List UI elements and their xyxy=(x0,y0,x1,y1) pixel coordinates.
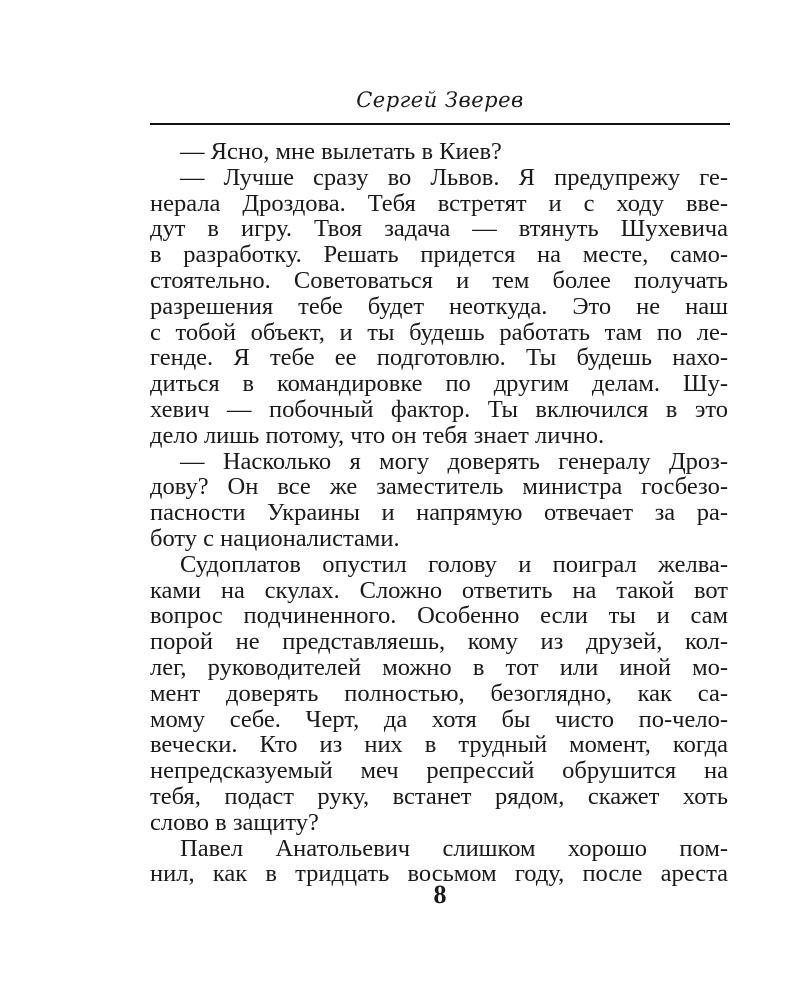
text-line: Судоплатов опустил голову и поиграл желва- xyxy=(180,550,728,578)
text-line: с тобой объект, и ты будешь работать там по ле- xyxy=(150,318,728,346)
text-line: нил, как в тридцать восьмом году, после ареста xyxy=(150,860,728,888)
text-line: — Насколько я могу доверять генералу Дроз- xyxy=(180,447,728,475)
text-line: генде. Я тебе ее подготовлю. Ты будешь нахо- xyxy=(150,344,728,372)
text-line: ками на скулах. Сложно ответить на такой вот xyxy=(150,576,728,604)
text-line: дут в игру. Твоя задача — втянуть Шухевича xyxy=(150,215,728,243)
text-line: диться в командировке по другим делам. Шу- xyxy=(150,370,728,398)
paragraph xyxy=(150,552,728,836)
body-text xyxy=(150,139,728,887)
paragraph xyxy=(150,139,728,165)
text-line: слово в защиту? xyxy=(150,808,319,836)
text-line: мому себе. Черт, да хотя бы чисто по-чело- xyxy=(150,705,728,733)
text-line: непредсказуемый меч репрессий обрушится на xyxy=(150,757,728,785)
text-line: дову? Он все же заместитель министра госбезо- xyxy=(150,473,728,501)
text-line: пасности Украины и напрямую отвечает за ра- xyxy=(150,499,728,527)
text-line: дело лишь потому, что он тебя знает лично. xyxy=(150,421,605,449)
paragraph xyxy=(150,449,728,552)
text-line: Павел Анатольевич слишком хорошо пом- xyxy=(180,834,728,862)
text-line: в разработку. Решать придется на месте, само- xyxy=(150,241,728,269)
text-line: порой не представляешь, кому из друзей, кол- xyxy=(150,628,728,656)
text-line: хевич — побочный фактор. Ты включился в это xyxy=(150,395,728,423)
text-line: вечески. Кто из них в трудный момент, когда xyxy=(150,731,728,759)
running-header-author: Сергей Зверев xyxy=(356,88,524,112)
paragraph xyxy=(150,165,728,449)
text-line: — Ясно, мне вылетать в Киев? xyxy=(180,138,502,165)
text-line: тебя, подаст руку, встанет рядом, скажет хоть xyxy=(150,782,728,810)
text-line: мент доверять полностью, безоглядно, как са- xyxy=(150,679,728,707)
header-rule xyxy=(150,123,730,125)
page-number: 8 xyxy=(433,880,447,909)
text-line: нерала Дроздова. Тебя встретят и с ходу вве- xyxy=(150,189,728,217)
text-line: боту с националистами. xyxy=(150,524,400,552)
text-line: — Лучше сразу во Львов. Я предупрежу ге- xyxy=(180,163,728,191)
text-line: разрешения тебе будет неоткуда. Это не наш xyxy=(150,292,728,320)
text-line: лег, руководителей можно в тот или иной мо- xyxy=(150,653,728,681)
text-line: вопрос подчиненного. Особенно если ты и сам xyxy=(150,602,728,630)
text-line: стоятельно. Советоваться и тем более получать xyxy=(150,266,728,294)
